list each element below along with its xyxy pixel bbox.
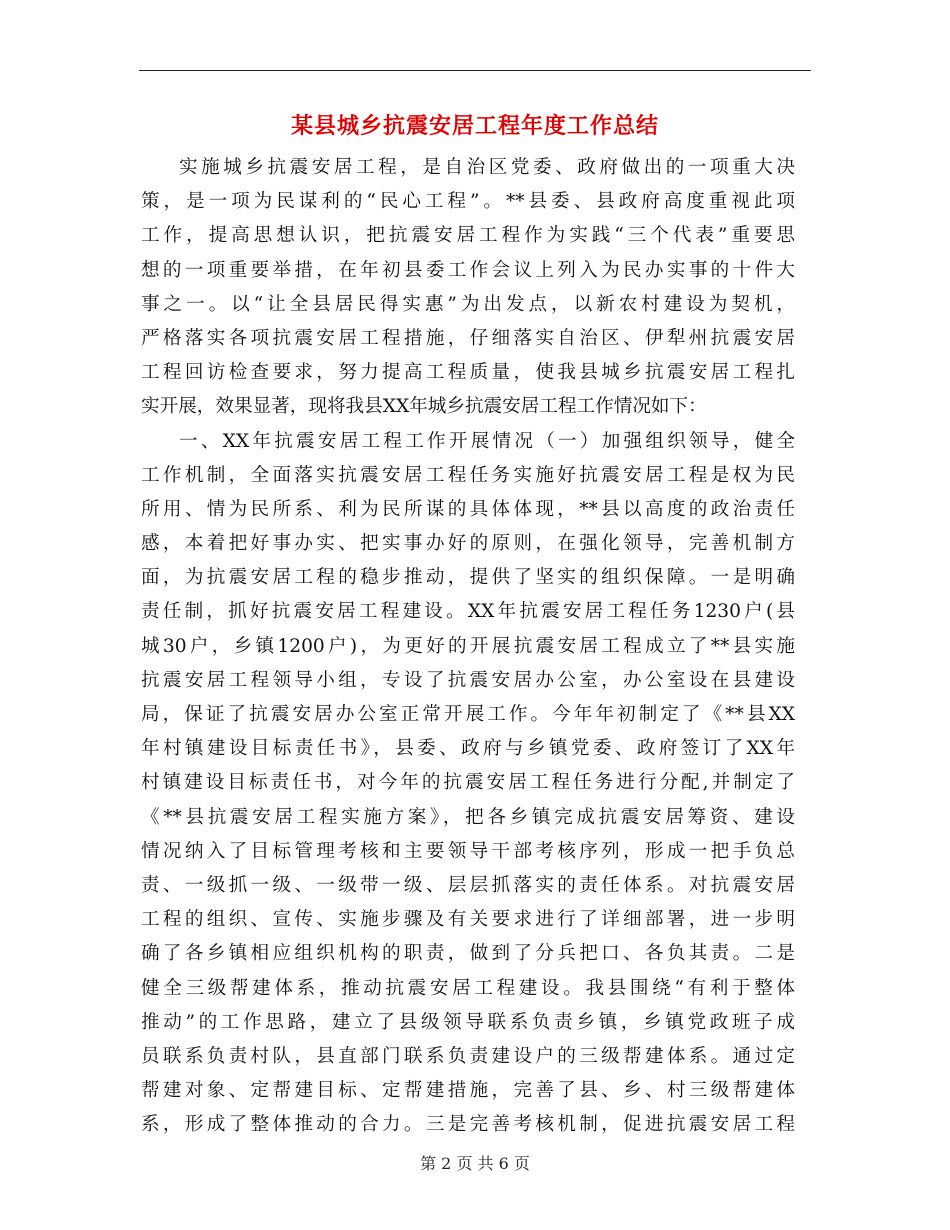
body-line: 一、XX年抗震安居工程工作开展情况（一）加强组织领导，健全	[179, 430, 795, 452]
body-line: 策，是一项为民谋利的“民心工程”。**县委、县政府高度重视此项	[141, 191, 795, 213]
body-line: 《**县抗震安居工程实施方案》，把各乡镇完成抗震安居筹资、建设	[141, 806, 795, 828]
body-line: 感，本着把好事办实、把实事办好的原则，在强化领导，完善机制方	[141, 533, 795, 555]
document-body	[141, 151, 795, 1142]
document-title: 某县城乡抗震安居工程年度工作总结	[290, 113, 659, 139]
body-line: 工程回访检查要求，努力提高工程质量，使我县城乡抗震安居工程扎	[141, 362, 795, 384]
body-line: 健全三级帮建体系，推动抗震安居工程建设。我县围绕“有利于整体	[141, 977, 795, 999]
body-line: 面，为抗震安居工程的稳步推动，提供了坚实的组织保障。一是明确	[141, 567, 795, 589]
body-line: 城30户，乡镇1200户)，为更好的开展抗震安居工程成立了**县实施	[141, 635, 795, 657]
body-line: 实施城乡抗震安居工程，是自治区党委、政府做出的一项重大决	[179, 157, 795, 178]
body-line: 系，形成了整体推动的合力。三是完善考核机制，促进抗震安居工程	[141, 1114, 795, 1136]
body-line: 所用、情为民所系、利为民所谋的具体体现，**县以高度的政治责任	[141, 498, 795, 520]
body-line: 情况纳入了目标管理考核和主要领导干部考核序列，形成一把手负总	[141, 840, 795, 862]
body-line: 实开展，效果显著，现将我县XX年城乡抗震安居工程工作情况如下：	[141, 396, 707, 418]
body-line: 员联系负责村队，县直部门联系负责建设户的三级帮建体系。通过定	[141, 1045, 795, 1067]
body-line: 工程的组织、宣传、实施步骤及有关要求进行了详细部署，进一步明	[141, 909, 795, 931]
body-line: 推动”的工作思路，建立了县级领导联系负责乡镇，乡镇党政班子成	[141, 1011, 795, 1033]
body-line: 事之一。以“让全县居民得实惠”为出发点，以新农村建设为契机，	[141, 293, 795, 315]
body-line: 责、一级抓一级、一级带一级、层层抓落实的责任体系。对抗震安居	[141, 874, 795, 896]
body-line: 村镇建设目标责任书，对今年的抗震安居工程任务进行分配,并制定了	[141, 772, 795, 794]
body-line: 抗震安居工程领导小组，专设了抗震安居办公室，办公室设在县建设	[141, 669, 795, 691]
body-line: 工作机制，全面落实抗震安居工程任务实施好抗震安居工程是权为民	[141, 464, 795, 486]
body-line: 工作，提高思想认识，把抗震安居工程作为实践“三个代表”重要思	[141, 225, 795, 247]
page-number-footer: 第 2 页 共 6 页	[420, 1154, 530, 1173]
body-line: 帮建对象、定帮建目标、定帮建措施，完善了县、乡、村三级帮建体	[141, 1080, 795, 1102]
body-line: 严格落实各项抗震安居工程措施，仔细落实自治区、伊犁州抗震安居	[141, 327, 795, 349]
body-line: 想的一项重要举措，在年初县委工作会议上列入为民办实事的十件大	[141, 259, 795, 281]
body-line: 局，保证了抗震安居办公室正常开展工作。今年年初制定了《**县XX	[141, 704, 795, 725]
body-line: 责任制，抓好抗震安居工程建设。XX年抗震安居工程任务1230户(县	[141, 601, 795, 623]
header-rule	[139, 70, 811, 71]
body-line: 年村镇建设目标责任书》，县委、政府与乡镇党委、政府签订了XX年	[141, 738, 795, 760]
body-line: 确了各乡镇相应组织机构的职责，做到了分兵把口、各负其责。二是	[141, 943, 795, 965]
